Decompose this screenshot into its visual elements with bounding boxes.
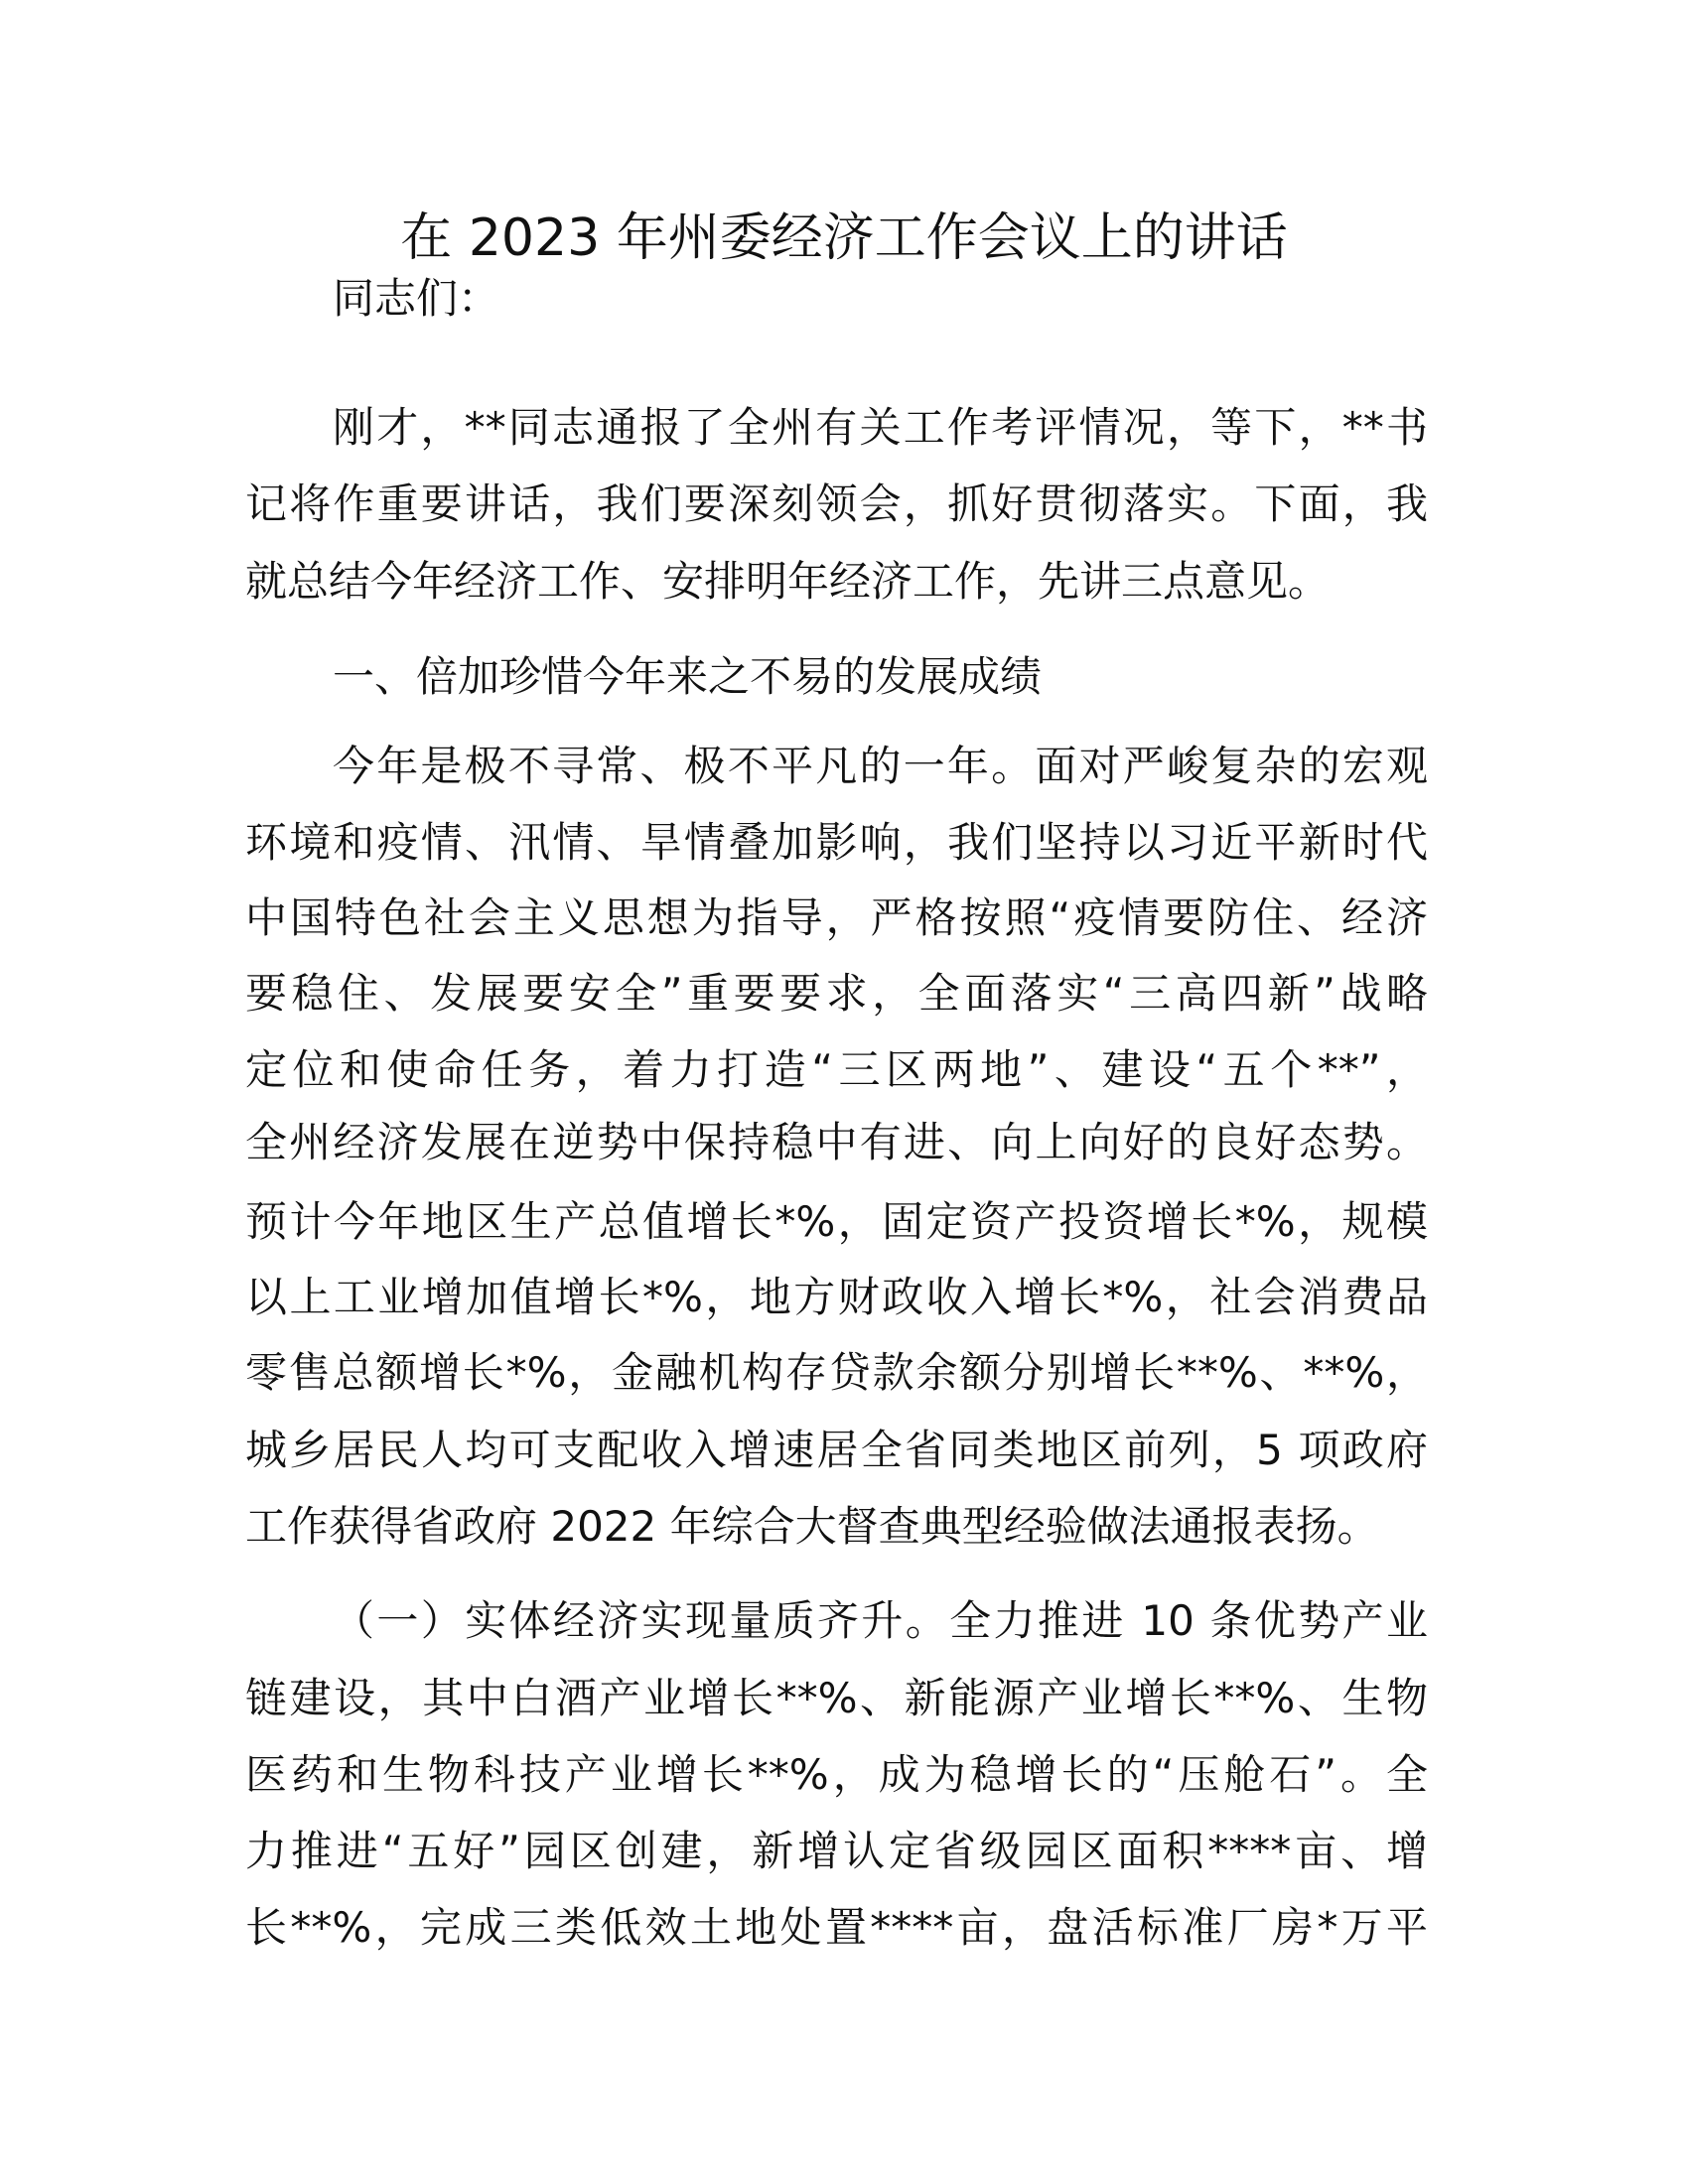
text-line: 定位和使命任务，着力打造“三区两地”、建设“五个**”， [245, 1045, 1428, 1094]
text-line: 一、倍加珍惜今年来之不易的发展成绩 [333, 652, 1043, 701]
text-line: 今年是极不寻常、极不平凡的一年。面对严峻复杂的宏观 [333, 742, 1428, 790]
text-line: 医药和生物科技产业增长**%，成为稳增长的“压舱石”。全 [245, 1750, 1428, 1799]
text-line: 以上工业增加值增长*%，地方财政收入增长*%，社会消费品 [245, 1273, 1428, 1321]
text-line: 工作获得省政府 2022 年综合大督查典型经验做法通报表扬。 [245, 1502, 1379, 1551]
text-line: 刚才，**同志通报了全州有关工作考评情况，等下，**书 [333, 403, 1428, 452]
text-line: 全州经济发展在逆势中保持稳中有进、向上向好的良好态势。 [245, 1118, 1428, 1166]
text-line: 力推进“五好”园区创建，新增认定省级园区面积****亩、增 [245, 1827, 1428, 1875]
text-line: 环境和疫情、汛情、旱情叠加影响，我们坚持以习近平新时代 [245, 818, 1428, 867]
text-line: （一）实体经济实现量质齐升。全力推进 10 条优势产业 [333, 1596, 1428, 1645]
text-line: 就总结今年经济工作、安排明年经济工作，先讲三点意见。 [245, 557, 1331, 606]
text-line: 要稳住、发展要安全”重要要求，全面落实“三高四新”战略 [245, 969, 1428, 1018]
text-line: 零售总额增长*%，金融机构存贷款余额分别增长**%、**%， [245, 1348, 1428, 1397]
document-title: 在 2023 年州委经济工作会议上的讲话 [400, 208, 1288, 268]
text-line: 中国特色社会主义思想为指导，严格按照“疫情要防住、经济 [245, 893, 1428, 942]
text-line: 城乡居民人均可支配收入增速居全省同类地区前列，5 项政府 [245, 1426, 1428, 1474]
text-line: 链建设，其中白酒产业增长**%、新能源产业增长**%、生物 [245, 1674, 1428, 1722]
text-line: 预计今年地区生产总值增长*%，固定资产投资增长*%，规模 [245, 1197, 1428, 1246]
text-line: 长**%，完成三类低效土地处置****亩，盘活标准厂房*万平 [245, 1903, 1428, 1952]
text-line: 同志们： [333, 274, 500, 323]
text-line: 记将作重要讲话，我们要深刻领会，抓好贯彻落实。下面，我 [245, 479, 1428, 528]
